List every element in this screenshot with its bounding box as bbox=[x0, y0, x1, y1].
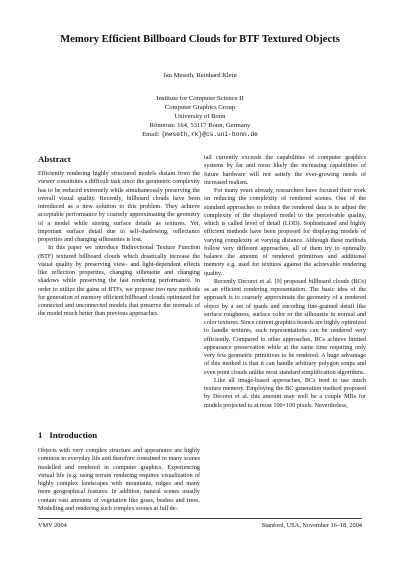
footer-divider bbox=[38, 518, 362, 519]
paper-title: Memory Efficient Billboard Clouds for BTF Textured Objects bbox=[60, 34, 340, 45]
affiliation-university: University of Bonn bbox=[174, 113, 226, 120]
body-paragraph: For many years already, researchers have focused their work on reducing the complexity of rendered scenes. One of the standard approaches to reduce the rendered data is to adjust the complexity of the displayed model to the perceivable quality, which is called level of detail (LOD). Sophisticated and highly efficient methods have been proposed for displaying models of varying complexity at varying distance. Although these methods follow very different approaches, all of them try to optimally balance the amount of rendered primitives and additional memory e.g. used for textures against the achievable rendering quality. bbox=[204, 188, 366, 277]
abstract-body bbox=[38, 170, 200, 319]
abstract-paragraph: In this paper we introduce Bidirectional Texture Function (BTF) textured billboard clouds which drastically increase the visual quality by preserving view- and light-dependent effects like reflection properties, changing silhouette and changing shadows while preserving the fast rendering performance. In order to utilize the gains of BTFs, we propose two new methods for generation of memory efficient billboard clouds optimized for connected and unconnected models that preserve the normals of the model much better than previous approaches. bbox=[38, 245, 200, 318]
affiliation-group: Computer Graphics Group bbox=[164, 104, 236, 111]
body-paragraph: tail currently exceeds the capabilities of computer graphics systems by far and most likely the increasing capabilities of future hardware will not satisfy the ever-growing needs of increased realism. bbox=[204, 155, 366, 186]
affiliation-address: Römerstr. 164, 53117 Bonn, Germany bbox=[149, 122, 251, 129]
footer-venue: VMV 2004 bbox=[38, 522, 67, 529]
affiliation-block bbox=[0, 94, 400, 139]
affiliation-institute: Institute for Computer Science II bbox=[156, 95, 244, 102]
affiliation-email-line bbox=[0, 130, 400, 139]
body-paragraph: Recently Décoret et al. [9] proposed billboard clouds (BCs) as an efficient rendering representation. The basic idea of the approach is to coarsely approximate the geometry of a rendered object by a set of quads and encoding fine-grained detail like surface roughness, surface color or the silhouette in normal and color textures. Since current graphics boards are highly optimized to handle textures, such representations can be rendered very efficiently. Compared to other approaches, BCs achieve limited appearance preservation while at the same time requiring only very few geometric primitives to be rendered. A huge advantage of this method is that it can handle arbitrary polygon soups and even point clouds unlike most standard simplification algorithms. bbox=[204, 278, 366, 376]
right-column-body bbox=[204, 154, 366, 410]
email-address[interactable]: {meseth,rk}@cs.uni-bonn.de bbox=[161, 131, 258, 138]
abstract-heading: Abstract bbox=[38, 154, 71, 164]
section-title: Introduction bbox=[49, 430, 98, 440]
introduction-body bbox=[38, 447, 200, 513]
email-label: Email: bbox=[142, 131, 162, 138]
introduction-heading bbox=[38, 430, 97, 440]
introduction-paragraph: Objects with very complex structure and appearance are highly common in everyday life and therefore contained in many scenes modelled and rendered in computer graphics. Experiencing virtual life (e.g. using terrain rendering requires visualization of highly complex landscapes with mountains, ridges and many more geographical features. In addition, natural scenes usually contain vast amounts of vegetation like grass, bushes and trees. Modelling and rendering such complex scenes at full de- bbox=[38, 448, 200, 512]
abstract-paragraph: Efficiently rendering highly structured models distant from the viewer constitutes a difficult task since the geometric complexity has to be reduced extremely while simultaneously preserving the overall visual quality. Recently, billboard clouds have been introduced as a new solution to this problem. They achieve acceptable performance by coarsely approximating the geometry of a model while storing surface details as textures. Yet, important surface detail due to self-shadowing, reflectance properties and changing silhouettes is lost. bbox=[38, 171, 200, 243]
body-paragraph: Like all image-based approaches, BCs tend to use much texture memory. Employing the BC generation method proposed by Décoret et al. this amount may well be a couple MBs for models projected to at most 100×100 pixels. Nevertheless, bbox=[204, 377, 366, 409]
paper-authors: Jan Meseth, Reinhard Klein bbox=[163, 72, 237, 79]
section-number: 1 bbox=[38, 430, 43, 440]
footer-location-date: Stanford, USA, November 16–18, 2004 bbox=[261, 522, 362, 529]
